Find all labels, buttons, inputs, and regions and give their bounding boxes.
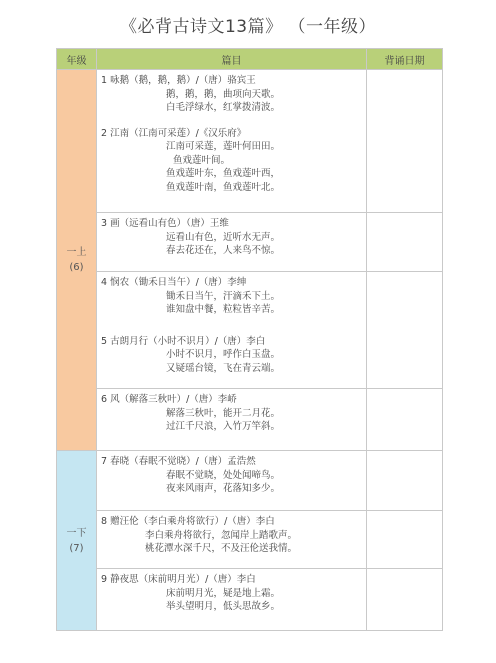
poem-line: 鱼戏莲叶间。 <box>173 154 231 166</box>
poem-cell <box>97 569 367 631</box>
date-cell[interactable] <box>367 569 443 631</box>
poem-line: 举头望明月，低头思故乡。 <box>166 601 281 612</box>
poem-line: 小时不识月，呼作白玉盘。 <box>166 349 281 360</box>
table-row <box>57 451 443 511</box>
poem-line: 夜来风雨声，花落知多少。 <box>166 483 281 494</box>
header-grade: 年级 <box>57 49 97 70</box>
poem-line: 过江千尺浪，入竹万竿斜。 <box>166 421 281 432</box>
date-cell[interactable] <box>367 272 443 389</box>
poem-cell <box>97 451 367 511</box>
date-cell[interactable] <box>367 389 443 451</box>
grade-label: 一上 <box>66 247 87 258</box>
poem-heading: 6 风（解落三秋叶）/（唐）李峤 <box>101 394 237 405</box>
date-cell[interactable] <box>367 511 443 569</box>
table-row <box>57 569 443 631</box>
poem-table <box>56 48 443 631</box>
poem-cell <box>97 511 367 569</box>
poem-cell <box>97 389 367 451</box>
poem-line: 李白乘舟将欲行，忽闻岸上踏歌声。 <box>145 529 298 541</box>
poem-heading: 4 悯农（锄禾日当午）/（唐）李绅 <box>101 277 247 288</box>
table-row <box>57 213 443 272</box>
poem-cell <box>97 70 367 213</box>
table-row <box>57 511 443 569</box>
grade-cell-first <box>57 70 97 451</box>
poem-line: 桃花潭水深千尺，不及汪伦送我情。 <box>145 543 298 554</box>
poem-line: 又疑瑶台镜，飞在青云端。 <box>166 362 281 374</box>
poem-line: 白毛浮绿水，红掌拨清波。 <box>166 102 281 113</box>
grade-count: (6) <box>69 262 84 273</box>
poem-line: 鹅，鹅，鹅，曲项向天歌。 <box>166 88 281 100</box>
grade-cell-second <box>57 451 97 631</box>
poem-heading: 8 赠汪伦（李白乘舟将欲行）/（唐）李白 <box>101 516 275 527</box>
table-header-row <box>57 49 443 70</box>
poem-line: 解落三秋叶，能开二月花。 <box>166 407 281 419</box>
poem-line: 鱼戏莲叶东，鱼戏莲叶西， <box>166 168 281 179</box>
poem-cell <box>97 272 367 389</box>
grade-count: (7) <box>69 542 84 554</box>
poem-line: 谁知盘中餐，粒粒皆辛苦。 <box>166 304 281 315</box>
poem-line: 锄禾日当午，汗滴禾下土。 <box>166 290 281 302</box>
poem-heading: 9 静夜思（床前明月光）/（唐）李白 <box>101 574 256 585</box>
page-title: 《必背古诗文13篇》 （一年级） <box>119 17 377 37</box>
poem-heading: 3 画（远看山有色）（唐）王维 <box>101 218 229 229</box>
poem-line: 远看山有色，近听水无声。 <box>166 231 281 243</box>
poem-cell <box>97 213 367 272</box>
table-row <box>57 272 443 389</box>
table-row <box>57 70 443 213</box>
date-cell[interactable] <box>367 70 443 213</box>
poem-heading: 2 江南（江南可采莲）/《汉乐府》 <box>101 127 247 139</box>
date-cell[interactable] <box>367 451 443 511</box>
poem-line: 床前明月光，疑是地上霜。 <box>166 587 281 599</box>
poem-heading: 7 春晓（春眠不觉晓）/（唐）孟浩然 <box>101 456 256 467</box>
poem-heading: 5 古朗月行（小时不识月）/（唐）李白 <box>101 335 266 347</box>
poem-line: 春眠不觉晓，处处闻啼鸟。 <box>166 469 281 481</box>
header-poems: 篇目 <box>97 49 367 70</box>
poem-line: 春去花还在，人来鸟不惊。 <box>166 245 281 256</box>
poem-line: 江南可采莲，莲叶何田田。 <box>166 141 281 152</box>
poem-line: 鱼戏莲叶南，鱼戏莲叶北。 <box>166 181 281 193</box>
grade-label: 一下 <box>66 527 87 539</box>
header-date: 背诵日期 <box>367 49 443 70</box>
table-row <box>57 389 443 451</box>
poem-heading: 1 咏鹅（鹅，鹅，鹅）/（唐）骆宾王 <box>101 75 256 86</box>
date-cell[interactable] <box>367 213 443 272</box>
